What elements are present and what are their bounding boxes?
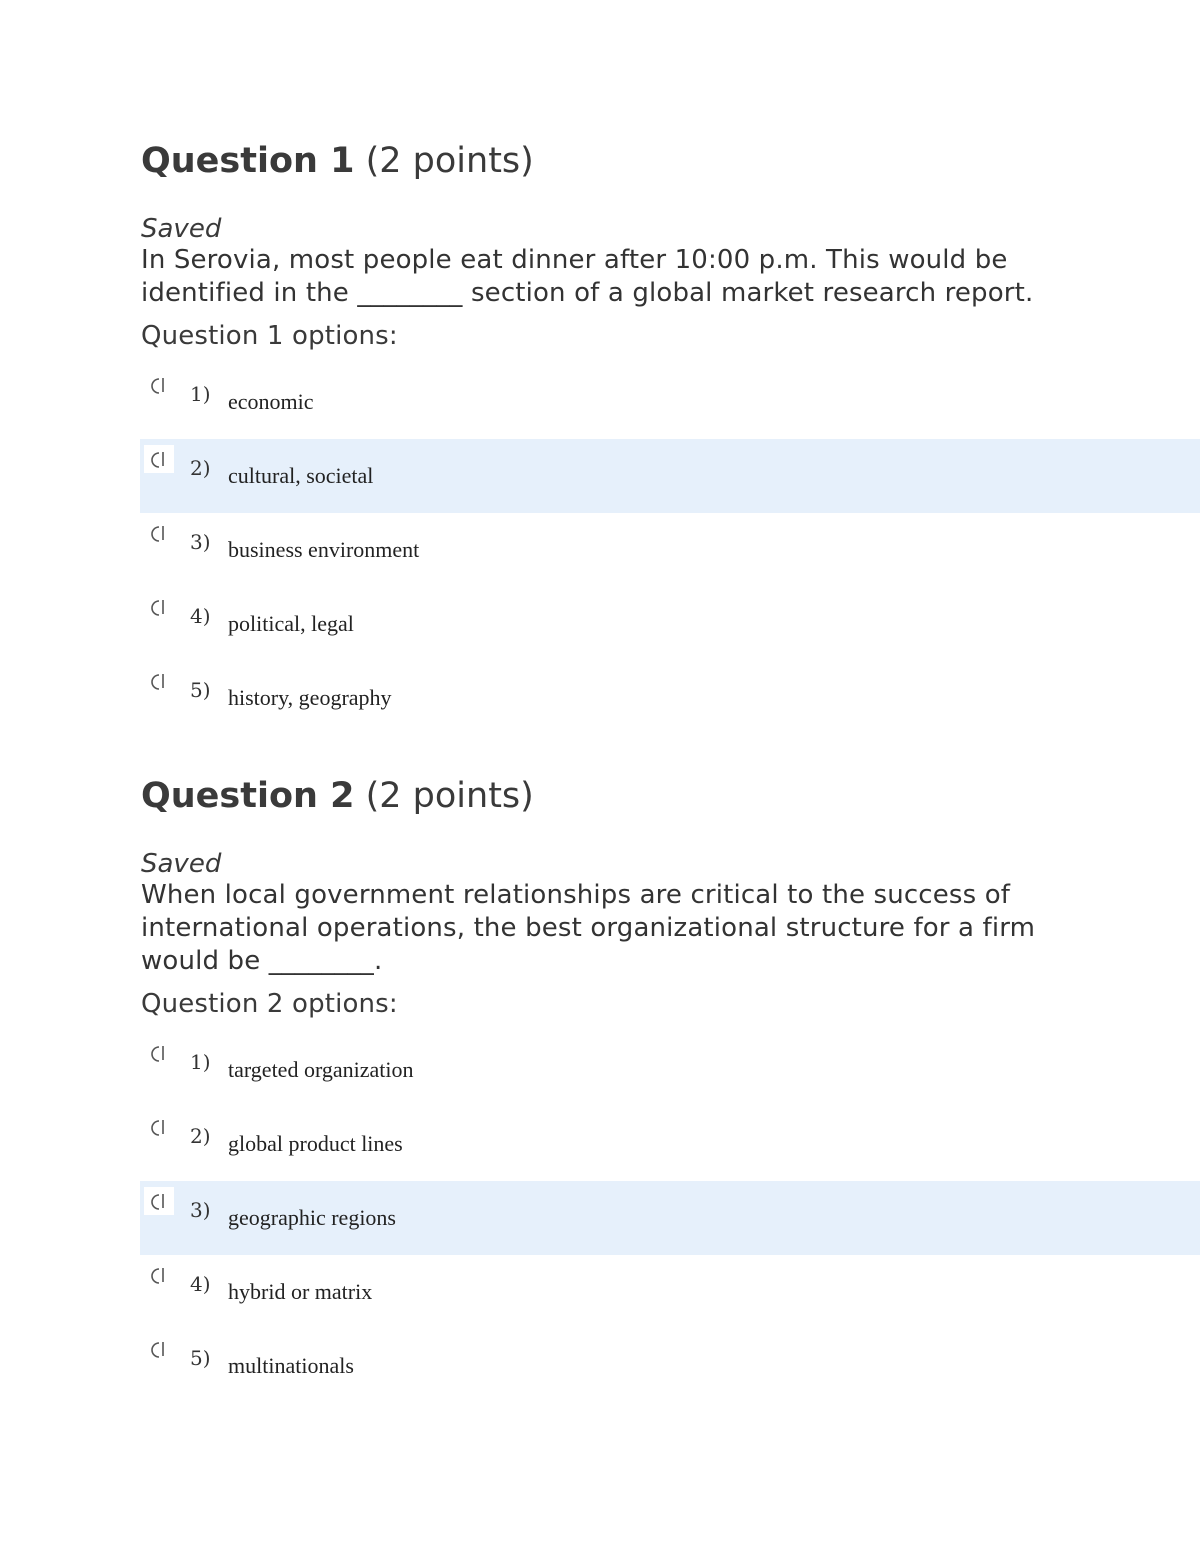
option-number: 3) <box>190 530 211 554</box>
option-text[interactable]: multinationals <box>228 1353 354 1378</box>
question-number: Question 2 <box>141 776 355 816</box>
option-text[interactable]: business environment <box>228 537 420 562</box>
option-number: 2) <box>190 1124 211 1148</box>
option-text[interactable]: cultural, societal <box>228 463 374 488</box>
options-label: Question 2 options: <box>141 989 398 1019</box>
question-heading <box>141 138 1200 184</box>
question-heading <box>141 773 1200 819</box>
option-row[interactable] <box>140 1033 1200 1107</box>
option-text[interactable]: geographic regions <box>228 1205 396 1230</box>
option-row[interactable] <box>140 1255 1200 1329</box>
option-number: 4) <box>190 1272 211 1296</box>
radio-button-icon[interactable] <box>144 1113 174 1141</box>
radio-button-icon[interactable] <box>144 593 174 621</box>
option-number: 1) <box>190 1050 211 1074</box>
radio-button-icon[interactable] <box>144 1039 174 1067</box>
option-text[interactable]: targeted organization <box>228 1057 414 1082</box>
option-text[interactable]: political, legal <box>228 611 354 636</box>
radio-button-icon[interactable] <box>144 1335 174 1363</box>
option-number: 4) <box>190 604 211 628</box>
saved-status: Saved <box>141 849 222 879</box>
question-points: (2 points) <box>365 141 534 181</box>
question-text: When local government relationships are critical to the success of international operations, the best organizational structure for a firm would be ________. <box>141 880 1036 976</box>
options-label: Question 1 options: <box>141 321 398 351</box>
option-row-selected[interactable] <box>140 1181 1200 1255</box>
option-text[interactable]: history, geography <box>228 685 392 710</box>
radio-button-icon[interactable] <box>144 1261 174 1289</box>
option-number: 2) <box>190 456 211 480</box>
question-2 <box>141 773 1200 1403</box>
option-text[interactable]: economic <box>228 389 314 414</box>
option-number: 1) <box>190 382 211 406</box>
radio-button-icon[interactable] <box>144 667 174 695</box>
option-row[interactable] <box>140 513 1200 587</box>
option-text[interactable]: global product lines <box>228 1131 403 1156</box>
option-number: 5) <box>190 1346 211 1370</box>
option-row[interactable] <box>140 587 1200 661</box>
option-number: 3) <box>190 1198 211 1222</box>
options-list <box>140 365 1200 735</box>
question-text: In Serovia, most people eat dinner after 10:00 p.m. This would be identified in the ________ section of a global market research report. <box>141 245 1034 308</box>
option-row-selected[interactable] <box>140 439 1200 513</box>
option-text[interactable]: hybrid or matrix <box>228 1279 373 1304</box>
saved-status: Saved <box>141 214 222 244</box>
radio-button-icon[interactable] <box>144 371 174 399</box>
question-1 <box>141 138 1200 735</box>
option-number: 5) <box>190 678 211 702</box>
option-row[interactable] <box>140 661 1200 735</box>
option-row[interactable] <box>140 365 1200 439</box>
question-points: (2 points) <box>365 776 534 816</box>
radio-button-icon[interactable] <box>144 1187 174 1215</box>
options-list <box>140 1033 1200 1403</box>
radio-button-icon[interactable] <box>144 519 174 547</box>
question-number: Question 1 <box>141 141 355 181</box>
radio-button-icon[interactable] <box>144 445 174 473</box>
option-row[interactable] <box>140 1107 1200 1181</box>
option-row[interactable] <box>140 1329 1200 1403</box>
